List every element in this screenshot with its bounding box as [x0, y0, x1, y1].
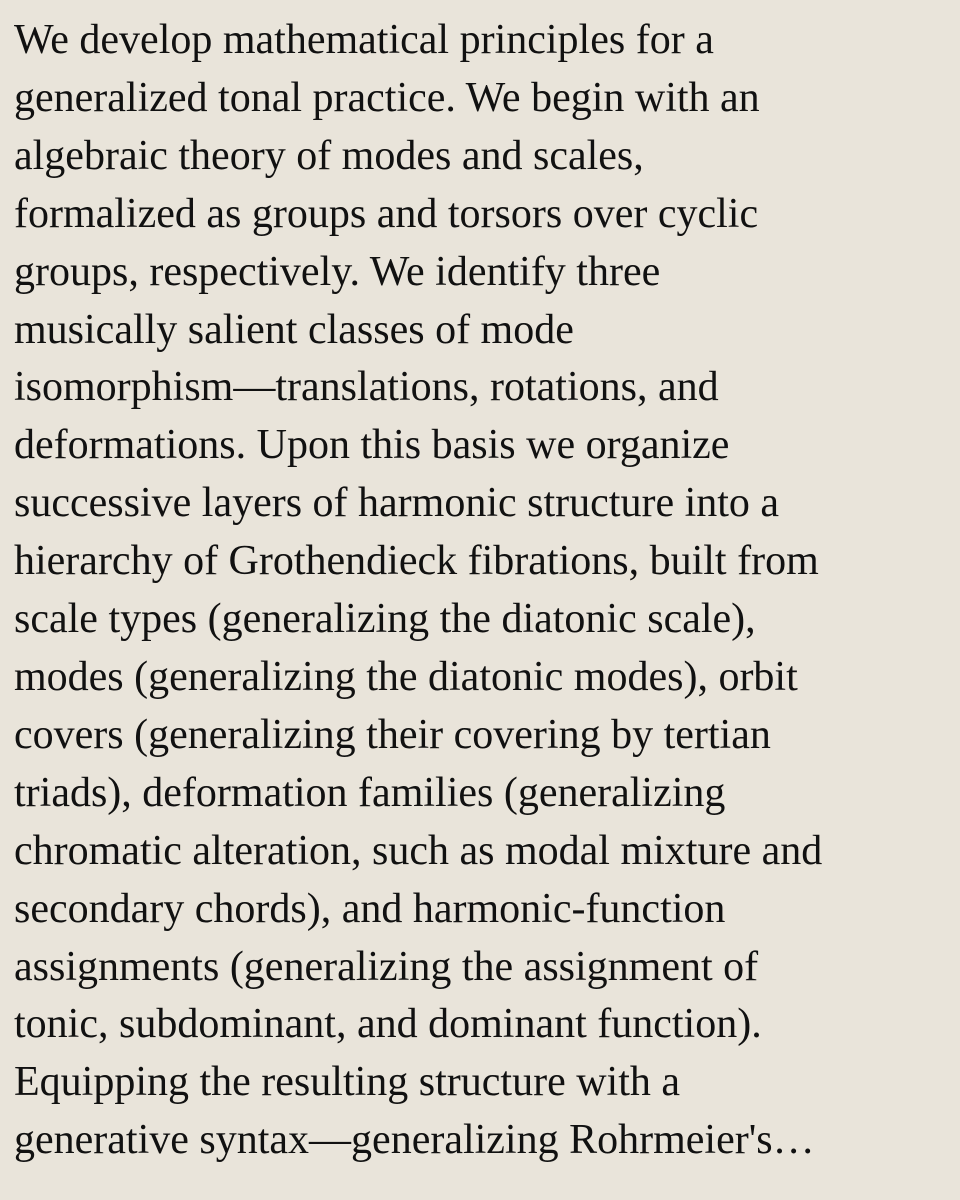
abstract-line: generative syntax—generalizing Rohrmeier's… [14, 1117, 815, 1164]
abstract-line: tonic, subdominant, and dominant function). [14, 1001, 762, 1048]
abstract-line: successive layers of harmonic structure into a [14, 480, 780, 527]
abstract-line: Equipping the resulting structure with a [14, 1059, 681, 1106]
abstract-line: covers (generalizing their covering by tertian [14, 711, 771, 758]
abstract-text [14, 12, 946, 1170]
abstract-line: algebraic theory of modes and scales, [14, 132, 644, 179]
abstract-line: triads), deformation families (generalizing [14, 769, 726, 816]
abstract-line: generalized tonal practice. We begin with an [14, 74, 760, 121]
abstract-line: modes (generalizing the diatonic modes), orbit [14, 653, 798, 700]
abstract-line: groups, respectively. We identify three [14, 248, 661, 295]
abstract-line: hierarchy of Grothendieck fibrations, built from [14, 538, 819, 585]
abstract-line: secondary chords), and harmonic-function [14, 885, 726, 932]
abstract-line: formalized as groups and torsors over cyclic [14, 190, 759, 237]
abstract-line: chromatic alteration, such as modal mixture and [14, 827, 823, 874]
abstract-line: scale types (generalizing the diatonic scale), [14, 596, 756, 643]
abstract-line: musically salient classes of mode [14, 306, 574, 353]
abstract-line: We develop mathematical principles for a [14, 17, 714, 63]
abstract-line: deformations. Upon this basis we organize [14, 422, 730, 469]
abstract-line: assignments (generalizing the assignment of [14, 943, 759, 990]
abstract-line: isomorphism—translations, rotations, and [14, 364, 719, 411]
